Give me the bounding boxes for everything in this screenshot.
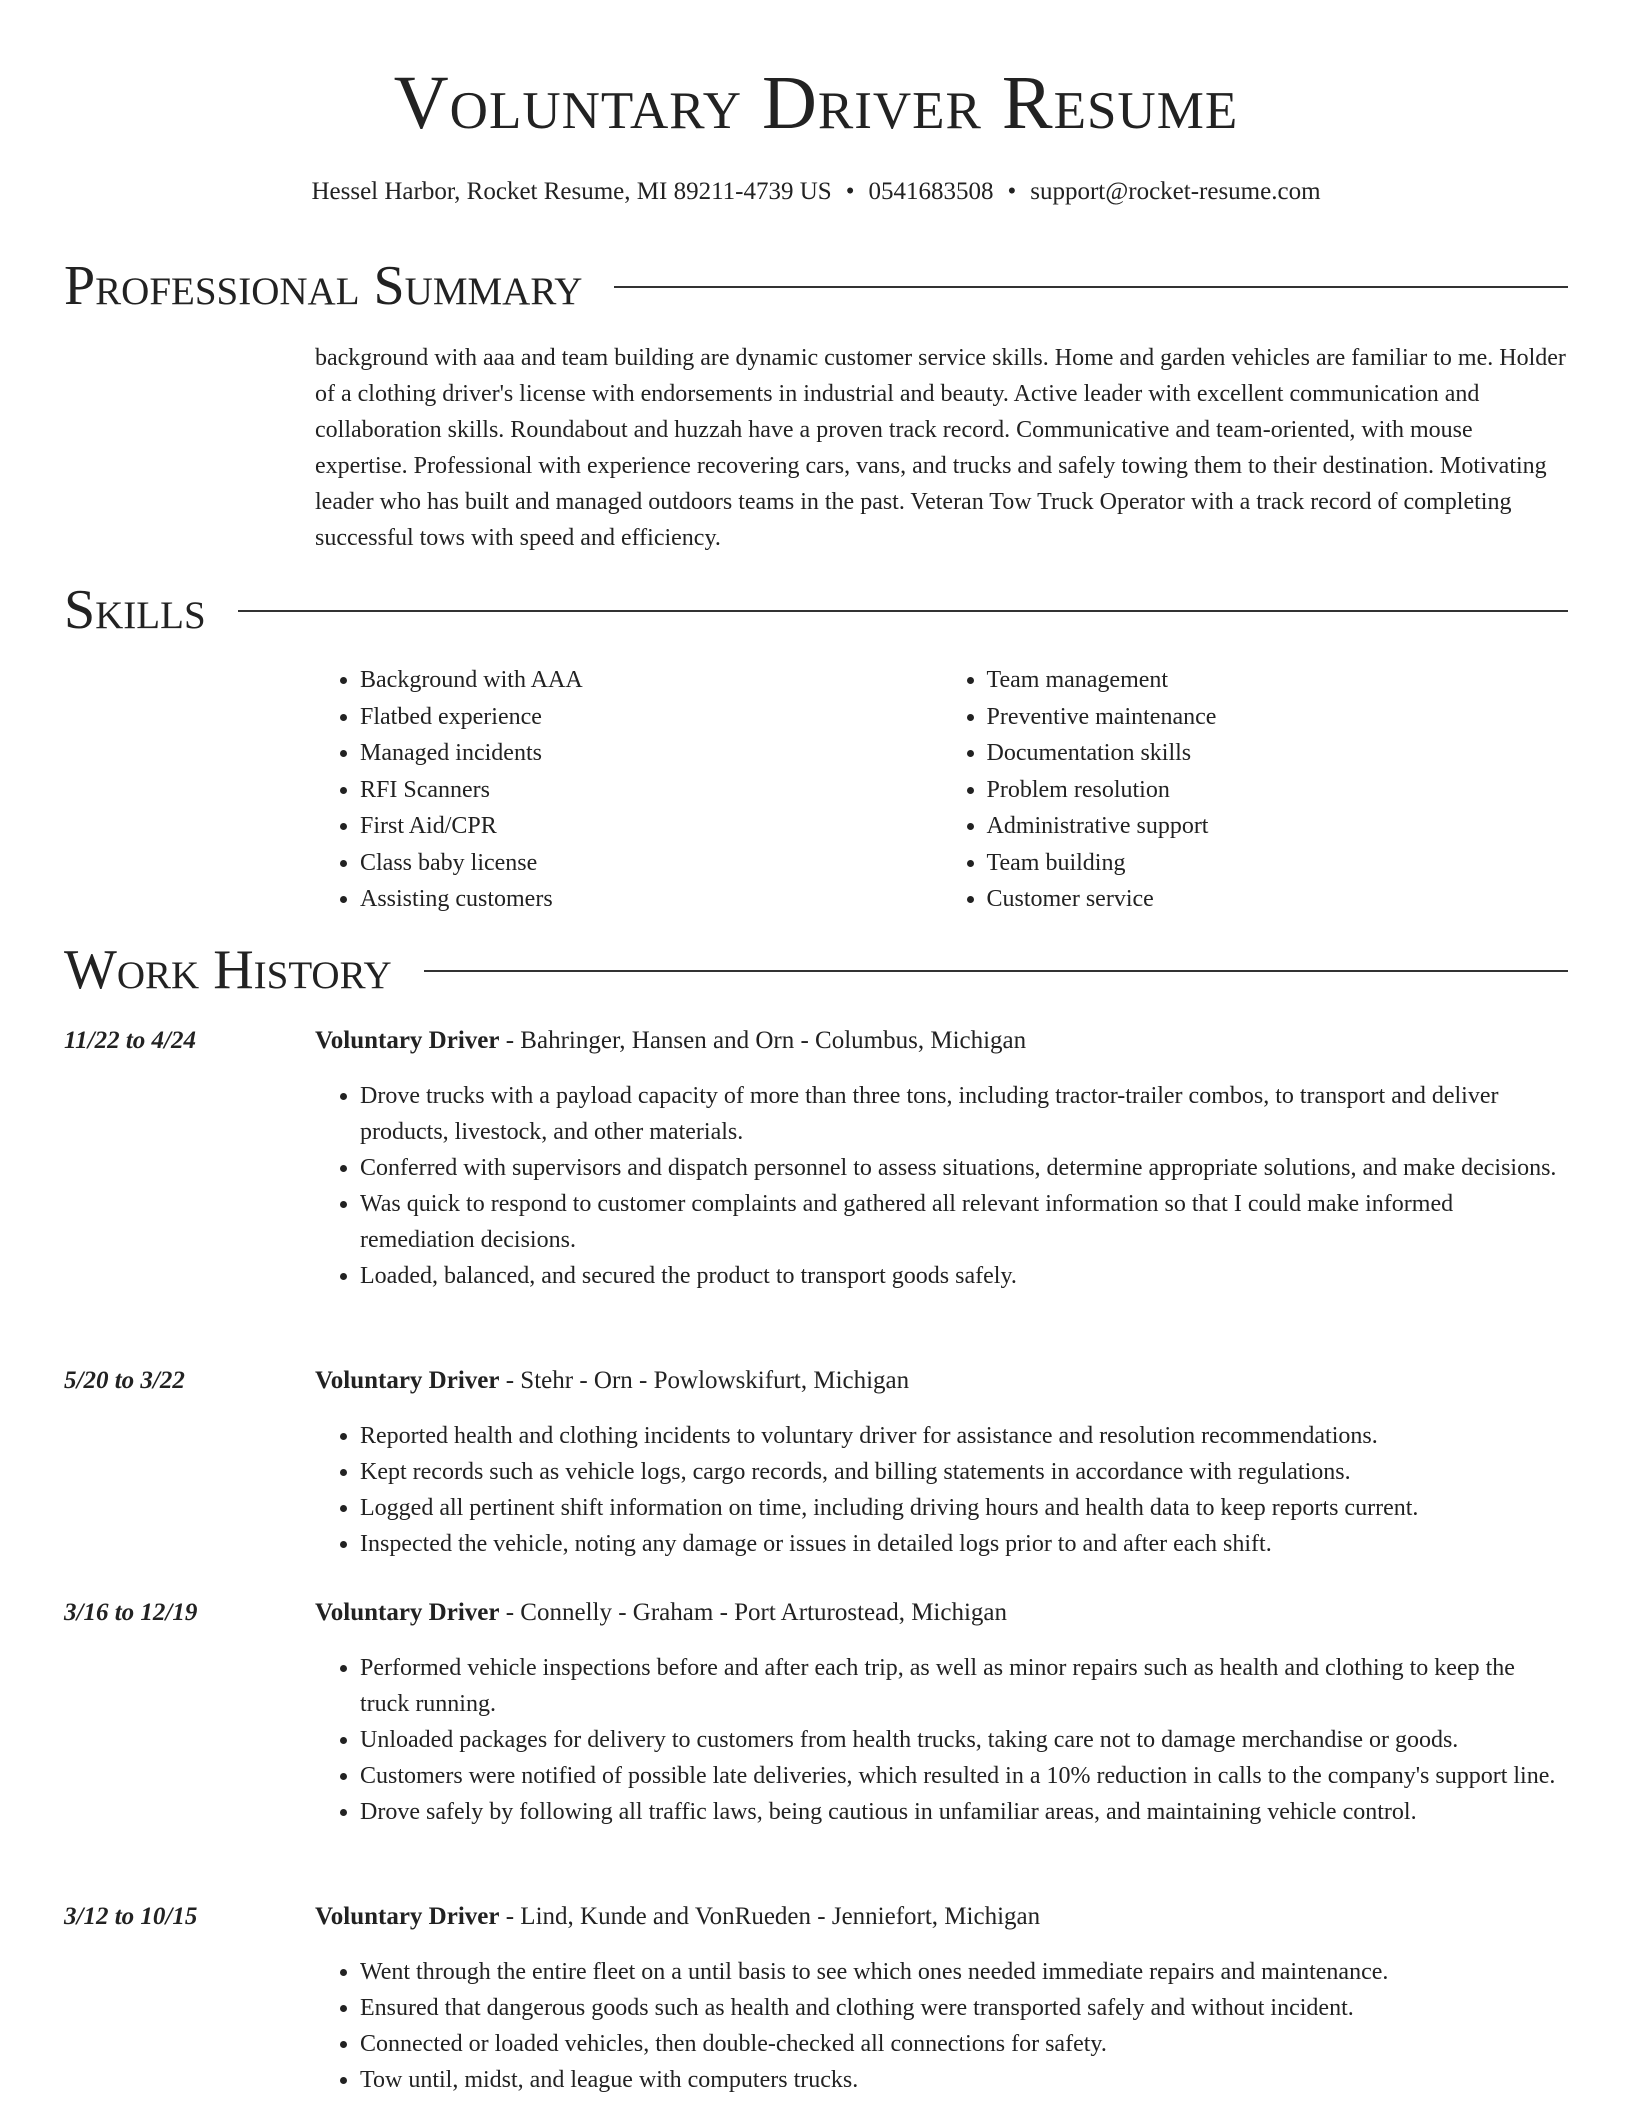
job-bullet: • Unloaded packages for delivery to customers from health trucks, taking care not to damage merchandise or goods.: [360, 1722, 1568, 1758]
job-bullet: • Logged all pertinent shift information on time, including driving hours and health data to keep reports current.: [360, 1490, 1568, 1526]
job-heading: [315, 1900, 1040, 1934]
job-bullet: • Conferred with supervisors and dispatch personnel to assess situations, determine appropriate solutions, and make decisions.: [360, 1150, 1568, 1186]
job-company: - Connelly - Graham - Port Arturostead, Michigan: [499, 1599, 1008, 1626]
job-company: - Stehr - Orn - Powlowskifurt, Michigan: [499, 1367, 910, 1394]
job-heading: [315, 1364, 909, 1398]
job-heading: [315, 1024, 1026, 1058]
section-divider: [614, 286, 1568, 288]
summary-section-title: Professional Summary: [64, 255, 583, 317]
skills-column-left: [315, 662, 942, 918]
skill-item: • RFI Scanners: [360, 772, 942, 809]
skill-item: • Flatbed experience: [360, 699, 942, 736]
contact-phone: 0541683508: [868, 178, 994, 205]
skill-item: • Administrative support: [987, 808, 1569, 845]
work-history-section-header: [64, 935, 1568, 1005]
contact-line: [0, 176, 1632, 208]
job-bullet: • Connected or loaded vehicles, then double-checked all connections for safety.: [360, 2026, 1568, 2062]
skill-item: • Preventive maintenance: [987, 699, 1569, 736]
job-dates: 3/16 to 12/19: [64, 1599, 198, 1626]
job-bullet: • Tow until, midst, and league with computers trucks.: [360, 2062, 1568, 2098]
job-bullet: • Drove safely by following all traffic laws, being cautious in unfamiliar areas, and maintaining vehicle control.: [360, 1794, 1568, 1830]
contact-separator: •: [1007, 178, 1017, 205]
job-bullets: [315, 1418, 1568, 1562]
skill-item: • First Aid/CPR: [360, 808, 942, 845]
job-bullets: [315, 1954, 1568, 2098]
resume-title: Voluntary Driver Resume: [393, 61, 1239, 145]
summary-section-header: [64, 251, 1568, 321]
skill-item: • Team building: [987, 845, 1569, 882]
job-dates: 5/20 to 3/22: [64, 1367, 185, 1394]
contact-email: support@rocket-resume.com: [1030, 178, 1321, 205]
skill-item: • Class baby license: [360, 845, 942, 882]
skill-item: • Customer service: [987, 881, 1569, 918]
summary-text: background with aaa and team building are dynamic customer service skills. Home and garden vehicles are familiar to me. Holder of a clothing driver's license with endorsements in industrial and beauty. Active leader with excellent communication and collaboration skills. Roundabout and huzzah have a proven track record. Communicative and team-oriented, with mouse expertise. Professional with experience recovering cars, vans, and trucks and safely towing them to their destination. Motivating leader who has built and managed outdoors teams in the past. Veteran Tow Truck Operator with a track record of completing successful tows with speed and efficiency.: [315, 345, 1566, 551]
job-company: - Lind, Kunde and VonRueden - Jenniefort, Michigan: [499, 1903, 1041, 1930]
skills-column-right: [942, 662, 1569, 918]
job-bullet: • Inspected the vehicle, noting any damage or issues in detailed logs prior to and after each shift.: [360, 1526, 1568, 1562]
job-bullet: • Reported health and clothing incidents to voluntary driver for assistance and resolution recommendations.: [360, 1418, 1568, 1454]
job-dates: 11/22 to 4/24: [64, 1027, 196, 1054]
job-bullet: • Ensured that dangerous goods such as health and clothing were transported safely and without incident.: [360, 1990, 1568, 2026]
job-role: Voluntary Driver: [315, 1903, 500, 1930]
skill-item: • Team management: [987, 662, 1569, 699]
job-company: - Bahringer, Hansen and Orn - Columbus, Michigan: [499, 1027, 1027, 1054]
job-bullets: [315, 1650, 1568, 1830]
job-role: Voluntary Driver: [315, 1599, 500, 1626]
skill-item: • Background with AAA: [360, 662, 942, 699]
contact-separator: •: [845, 178, 855, 205]
job-dates: 3/12 to 10/15: [64, 1903, 198, 1930]
skill-item: • Documentation skills: [987, 735, 1569, 772]
job-bullet: • Drove trucks with a payload capacity of more than three tons, including tractor-trailer combos, to transport and deliver products, livestock, and other materials.: [360, 1078, 1568, 1150]
skills-list: [315, 662, 1568, 918]
work-history-section-title: Work History: [64, 939, 392, 1001]
skill-item: • Problem resolution: [987, 772, 1569, 809]
skill-item: • Managed incidents: [360, 735, 942, 772]
job-bullet: • Customers were notified of possible late deliveries, which resulted in a 10% reduction in calls to the company's support line.: [360, 1758, 1568, 1794]
job-role: Voluntary Driver: [315, 1027, 500, 1054]
contact-address: Hessel Harbor, Rocket Resume, MI 89211-4739 US: [311, 178, 832, 205]
skill-item: • Assisting customers: [360, 881, 942, 918]
job-bullet: • Went through the entire fleet on a until basis to see which ones needed immediate repairs and maintenance.: [360, 1954, 1568, 1990]
job-heading: [315, 1596, 1007, 1630]
section-divider: [424, 970, 1568, 972]
job-bullet: • Was quick to respond to customer complaints and gathered all relevant information so that I could make informed remediation decisions.: [360, 1186, 1568, 1258]
job-bullet: • Kept records such as vehicle logs, cargo records, and billing statements in accordance with regulations.: [360, 1454, 1568, 1490]
skills-section-header: [64, 575, 1568, 645]
section-divider: [238, 610, 1568, 612]
job-bullet: • Performed vehicle inspections before and after each trip, as well as minor repairs such as health and clothing to keep the truck running.: [360, 1650, 1568, 1722]
job-role: Voluntary Driver: [315, 1367, 500, 1394]
job-bullets: [315, 1078, 1568, 1294]
job-bullet: • Loaded, balanced, and secured the product to transport goods safely.: [360, 1258, 1568, 1294]
skills-section-title: Skills: [64, 579, 206, 641]
